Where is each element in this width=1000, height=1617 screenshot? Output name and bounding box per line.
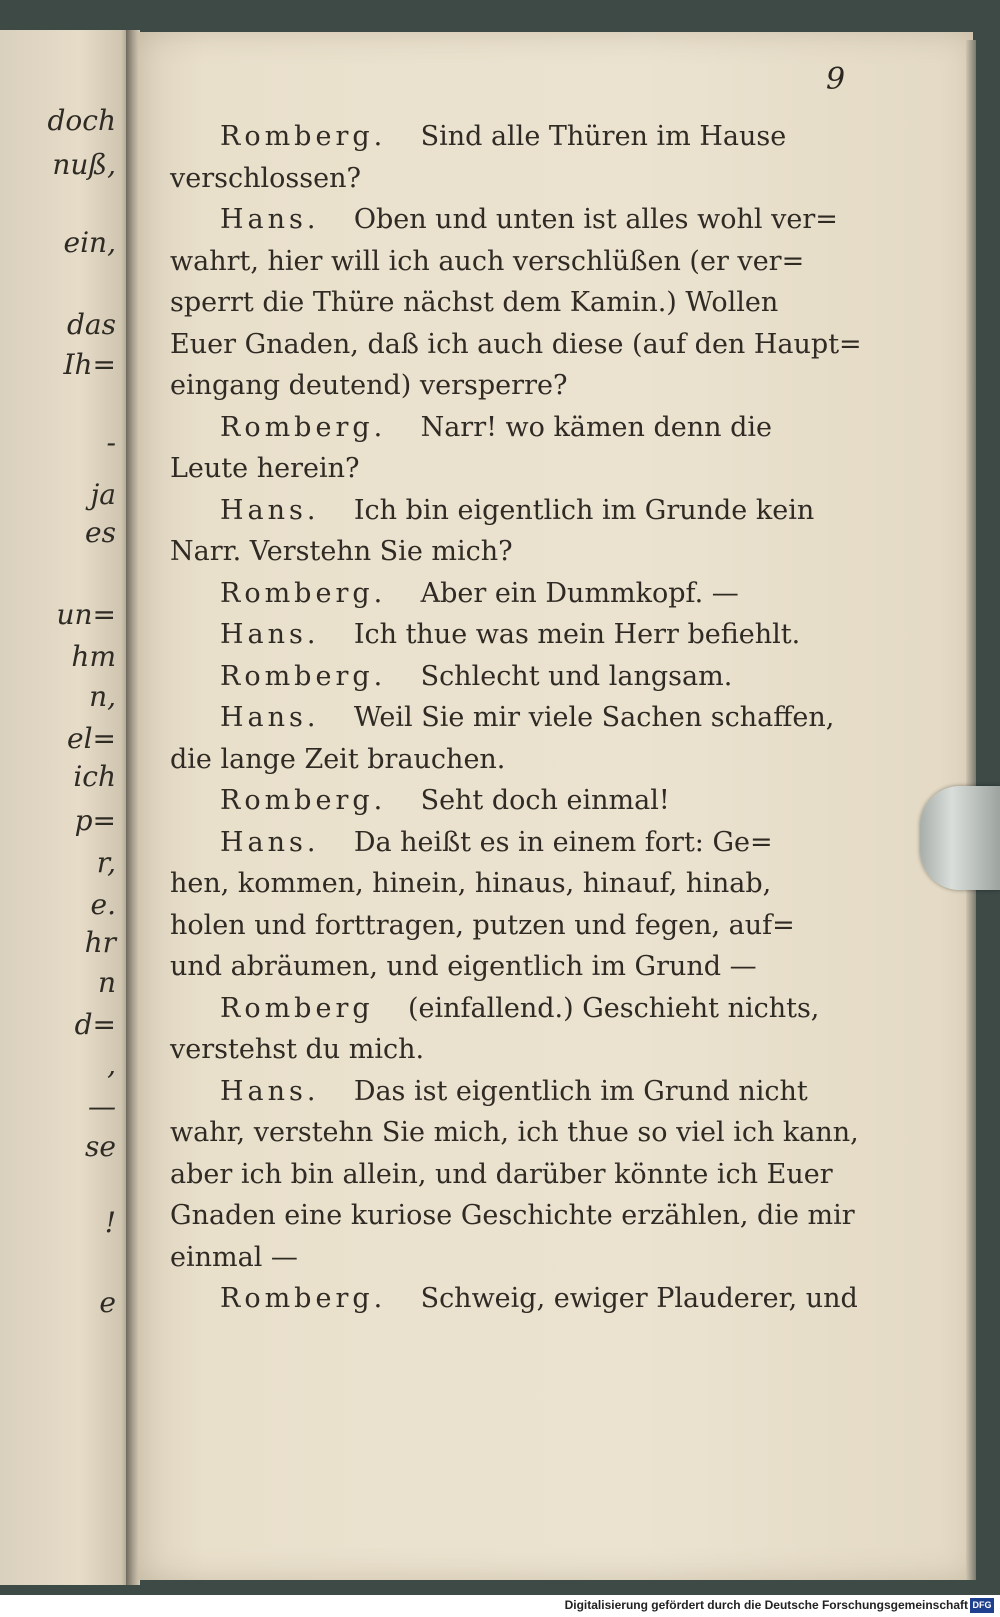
- line-text: Schlecht und langsam.: [411, 660, 733, 692]
- text-line: [170, 780, 860, 822]
- line-text: holen und forttragen, putzen und fegen, auf=: [170, 909, 795, 941]
- line-text: Narr! wo kämen denn die: [411, 411, 773, 443]
- line-text: aber ich bin allein, und darüber könnte ich Euer: [170, 1158, 833, 1190]
- footer-credit: Digitalisierung gefördert durch die Deutsche Forschungsgemeinschaft: [564, 1598, 968, 1612]
- line-text: hen, kommen, hinein, hinaus, hinauf, hinab,: [170, 868, 772, 899]
- left-page-fragment: se: [85, 1130, 116, 1163]
- text-line: [170, 1071, 860, 1113]
- text-line: [170, 614, 860, 656]
- line-text: wahrt, hier will ich auch verschlüßen (er ver=: [170, 245, 805, 277]
- footer-bar: [0, 1595, 1000, 1617]
- speaker-name: Hans.: [220, 826, 320, 858]
- text-line: [170, 1154, 860, 1196]
- text-line: [170, 448, 860, 490]
- left-page-fragment: p=: [74, 804, 116, 837]
- left-page-fragment: ich: [73, 760, 116, 793]
- speaker-name: Romberg.: [220, 785, 387, 816]
- text-line: [170, 199, 860, 241]
- left-page-fragment: n: [97, 966, 116, 999]
- text-line: [170, 1112, 860, 1154]
- text-line: [170, 531, 860, 573]
- line-text: eingang deutend) versperre?: [170, 370, 568, 401]
- left-page-fragment: !: [104, 1206, 116, 1239]
- speaker-name: Romberg.: [220, 411, 387, 443]
- left-page-fragment: Ih=: [63, 348, 116, 381]
- left-page-fragment: doch: [47, 104, 116, 137]
- line-text: verschlossen?: [170, 162, 361, 194]
- text-line: [170, 1029, 860, 1071]
- clip-tab: [920, 786, 1000, 890]
- left-page-fragment: hm: [71, 640, 116, 673]
- left-page-fragment: r,: [96, 846, 116, 879]
- speaker-name: Romberg.: [220, 660, 387, 692]
- speaker-name: Romberg.: [220, 1283, 387, 1314]
- speaker-name: Hans.: [220, 1075, 320, 1107]
- line-text: Sind alle Thüren im Hause: [411, 121, 787, 152]
- text-line: [170, 1278, 860, 1320]
- line-text: Da heißt es in einem fort: Ge=: [345, 826, 773, 858]
- text-line: [170, 116, 860, 158]
- text-line: [170, 656, 860, 698]
- left-page-fragment: e: [99, 1286, 116, 1319]
- text-line: [170, 1195, 860, 1237]
- line-text: Weil Sie mir viele Sachen schaffen,: [345, 702, 835, 733]
- text-line: [170, 988, 860, 1030]
- speaker-name: Romberg.: [220, 577, 387, 609]
- line-text: Euer Gnaden, daß ich auch diese (auf den Haupt=: [170, 328, 862, 360]
- text-line: [170, 324, 860, 366]
- left-page-fragment: hr: [84, 926, 116, 959]
- line-text: Aber ein Dummkopf. —: [411, 577, 739, 609]
- dfg-logo-icon: DFG: [970, 1598, 994, 1613]
- line-text: Gnaden eine kuriose Geschichte erzählen, die mir: [170, 1200, 855, 1231]
- line-text: die lange Zeit brauchen.: [170, 743, 506, 775]
- text-line: [170, 822, 860, 864]
- speaker-name: Romberg: [220, 992, 374, 1024]
- left-page-fragment: ein,: [63, 226, 116, 259]
- line-text: Ich thue was mein Herr befiehlt.: [345, 619, 801, 650]
- text-line: [170, 905, 860, 947]
- line-text: Leute herein?: [170, 453, 360, 484]
- speaker-name: Romberg.: [220, 121, 387, 152]
- text-line: [170, 241, 860, 283]
- text-line: [170, 697, 860, 739]
- line-text: sperrt die Thüre nächst dem Kamin.) Wollen: [170, 287, 779, 318]
- line-text: Oben und unten ist alles wohl ver=: [345, 204, 838, 235]
- line-text: Seht doch einmal!: [411, 785, 670, 816]
- text-line: [170, 282, 860, 324]
- left-page-fragment: —: [88, 1090, 116, 1123]
- page-text-block: [170, 116, 860, 1320]
- line-text: Narr. Verstehn Sie mich?: [170, 536, 513, 567]
- left-page-fragment: -: [106, 426, 116, 459]
- left-page-fragment: n,: [89, 680, 116, 713]
- text-line: [170, 158, 860, 200]
- speaker-name: Hans.: [220, 204, 320, 235]
- left-page-fragment: ja: [90, 478, 116, 511]
- left-page-fragment: nuß,: [52, 148, 116, 181]
- line-text: verstehst du mich.: [170, 1034, 425, 1065]
- left-page-fragment: das: [67, 308, 116, 341]
- speaker-name: Hans.: [220, 494, 320, 526]
- line-text: und abräumen, und eigentlich im Grund —: [170, 951, 757, 982]
- line-text: Ich bin eigentlich im Grunde kein: [345, 494, 815, 526]
- text-line: [170, 863, 860, 905]
- left-page-fragment: un=: [56, 598, 116, 631]
- left-page-fragment: e.: [90, 888, 116, 921]
- text-line: [170, 739, 860, 781]
- left-page-fragment: el=: [67, 722, 116, 755]
- text-line: [170, 946, 860, 988]
- speaker-name: Hans.: [220, 702, 320, 733]
- text-line: [170, 407, 860, 449]
- text-line: [170, 490, 860, 532]
- text-line: [170, 1237, 860, 1279]
- line-text: Schweig, ewiger Plauderer, und: [411, 1283, 858, 1314]
- left-page-fragment: d=: [74, 1008, 116, 1041]
- left-page: [0, 30, 132, 1585]
- line-text: (einfallend.) Geschieht nichts,: [399, 992, 820, 1024]
- page-number: 9: [826, 62, 846, 97]
- line-text: einmal —: [170, 1241, 298, 1273]
- text-line: [170, 573, 860, 615]
- speaker-name: Hans.: [220, 619, 320, 650]
- line-text: wahr, verstehn Sie mich, ich thue so viel ich kann,: [170, 1117, 859, 1148]
- line-text: Das ist eigentlich im Grund nicht: [345, 1075, 808, 1107]
- left-page-fragment: es: [85, 516, 116, 549]
- text-line: [170, 365, 860, 407]
- left-page-fragment: ,: [107, 1048, 116, 1081]
